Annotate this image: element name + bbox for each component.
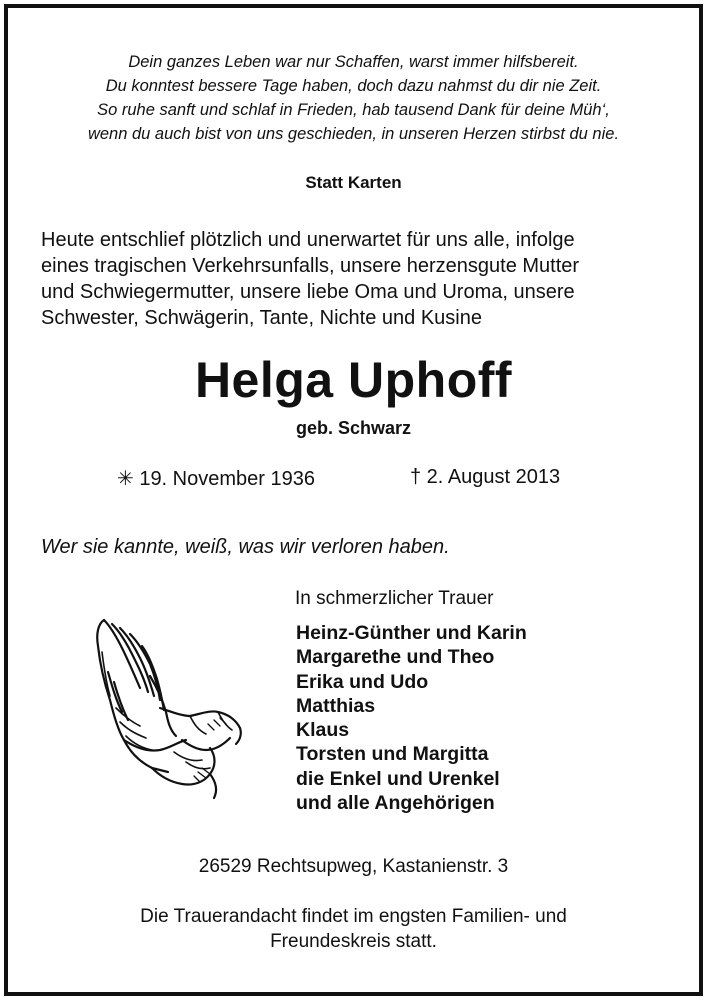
mourner-name: Matthias	[296, 694, 376, 717]
service-notice-line: Freundeskreis statt.	[270, 931, 437, 952]
announcement-line: Heute entschlief plötzlich und unerwartet für uns alle, infolge	[41, 229, 575, 251]
mourner-name: Klaus	[296, 719, 350, 742]
obituary-border	[4, 4, 703, 996]
poem-line: Dein ganzes Leben war nur Schaffen, warst immer hilfsbereit.	[128, 53, 579, 71]
service-notice-line: Die Trauerandacht findet im engsten Familien- und	[140, 906, 567, 927]
maiden-name: geb. Schwarz	[295, 418, 412, 438]
poem-line: So ruhe sanft und schlaf in Frieden, hab tausend Dank für deine Müh‘,	[97, 101, 610, 119]
mourner-name: Erika und Udo	[296, 670, 429, 693]
announcement-line: Schwester, Schwägerin, Tante, Nichte und Kusine	[41, 307, 482, 329]
mourner-name: Heinz-Günther und Karin	[296, 622, 527, 644]
death-date: † 2. August 2013	[410, 466, 561, 488]
birth-date: ✳ 19. November 1936	[117, 468, 315, 490]
deceased-name: Helga Uphoff	[194, 352, 513, 408]
praying-hands-icon	[90, 612, 250, 802]
heading: Statt Karten	[305, 173, 402, 192]
mourner-name: Margarethe und Theo	[296, 646, 495, 669]
mourner-name: und alle Angehörigen	[296, 792, 495, 815]
announcement-line: und Schwiegermutter, unsere liebe Oma und Uroma, unsere	[41, 281, 575, 303]
address: 26529 Rechtsupweg, Kastanienstr. 3	[198, 856, 509, 877]
mourner-name: Torsten und Margitta	[296, 743, 489, 766]
service-notice	[0, 904, 707, 954]
mourner-name: die Enkel und Urenkel	[296, 767, 500, 790]
poem	[8, 50, 699, 146]
memorial-quote: Wer sie kannte, weiß, was wir verloren haben.	[41, 536, 450, 558]
poem-line: wenn du auch bist von uns geschieden, in unseren Herzen stirbst du nie.	[87, 125, 620, 143]
announcement-line: eines tragischen Verkehrsunfalls, unsere herzensgute Mutter	[41, 255, 580, 277]
mourner-list	[296, 621, 527, 815]
mourning-intro: In schmerzlicher Trauer	[295, 588, 494, 609]
announcement-text	[41, 227, 681, 331]
poem-line: Du konntest bessere Tage haben, doch dazu nahmst du dir nie Zeit.	[105, 77, 602, 95]
